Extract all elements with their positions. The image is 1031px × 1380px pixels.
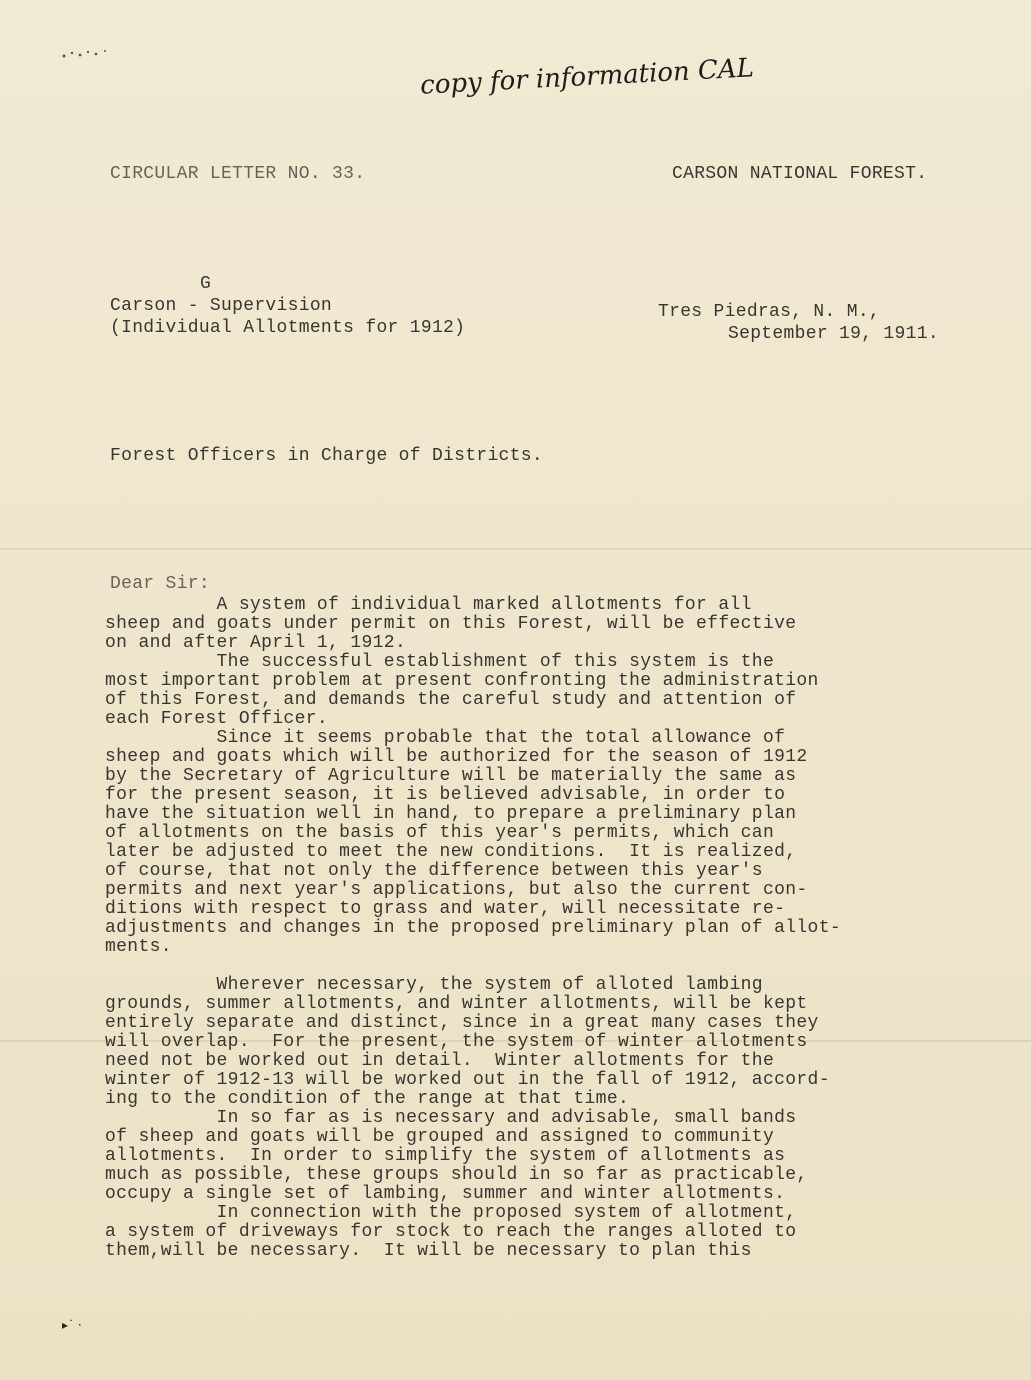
body-line: grounds, summer allotments, and winter allotments, will be kept xyxy=(105,994,808,1014)
circular-letter-number: CIRCULAR LETTER NO. 33. xyxy=(110,164,366,184)
body-line: sheep and goats under permit on this Forest, will be effective xyxy=(105,614,797,634)
forest-name: CARSON NATIONAL FOREST. xyxy=(672,164,928,184)
addressee: Forest Officers in Charge of Districts. xyxy=(110,446,543,466)
body-line: have the situation well in hand, to prepare a preliminary plan xyxy=(105,804,797,824)
paper-fold-line xyxy=(0,548,1031,550)
body-line: most important problem at present confronting the administration xyxy=(105,671,819,691)
body-line: each Forest Officer. xyxy=(105,709,329,729)
body-line: for the present season, it is believed advisable, in order to xyxy=(105,785,786,805)
paragraph-gap xyxy=(105,957,975,976)
body-line: Wherever necessary, the system of alloted lambing xyxy=(105,975,763,995)
body-line: The successful establishment of this system is the xyxy=(105,652,775,672)
body-line: In connection with the proposed system of allotment, xyxy=(105,1203,797,1223)
body-line: Since it seems probable that the total allowance of xyxy=(105,728,786,748)
body-line: need not be worked out in detail. Winter allotments for the xyxy=(105,1051,775,1071)
body-line: A system of individual marked allotments for all xyxy=(105,595,752,615)
body-line: by the Secretary of Agriculture will be materially the same as xyxy=(105,766,797,786)
place-line: Tres Piedras, N. M., xyxy=(658,302,881,322)
body-line: In so far as is necessary and advisable, small bands xyxy=(105,1108,797,1128)
body-line: of sheep and goats will be grouped and assigned to community xyxy=(105,1127,775,1147)
ink-specks xyxy=(58,42,118,66)
body-line: of course, that not only the difference between this year's xyxy=(105,861,763,881)
body-line: entirely separate and distinct, since in a great many cases they xyxy=(105,1013,819,1033)
body-line: much as possible, these groups should in so far as practicable, xyxy=(105,1165,808,1185)
margin-mark: ▸˙ · xyxy=(62,1318,82,1332)
body-line: allotments. In order to simplify the system of allotments as xyxy=(105,1146,786,1166)
letter-body xyxy=(105,596,975,1261)
body-line: permits and next year's applications, but also the current con- xyxy=(105,880,808,900)
body-line: ing to the condition of the range at that time. xyxy=(105,1089,630,1109)
body-line: ments. xyxy=(105,937,172,957)
body-line: a system of driveways for stock to reach the ranges alloted to xyxy=(105,1222,797,1242)
body-line: occupy a single set of lambing, summer and winter allotments. xyxy=(105,1184,786,1204)
body-line: will overlap. For the present, the system of winter allotments xyxy=(105,1032,808,1052)
body-line: adjustments and changes in the proposed preliminary plan of allot- xyxy=(105,918,842,938)
body-line: sheep and goats which will be authorized for the season of 1912 xyxy=(105,747,808,767)
date-line: September 19, 1911. xyxy=(728,324,939,344)
body-line: later be adjusted to meet the new conditions. It is realized, xyxy=(105,842,797,862)
body-line: winter of 1912-13 will be worked out in the fall of 1912, accord- xyxy=(105,1070,830,1090)
body-line: them,will be necessary. It will be necessary to plan this xyxy=(105,1241,752,1261)
subject-line: Carson - Supervision xyxy=(110,296,333,316)
topic-line: (Individual Allotments for 1912) xyxy=(110,318,466,338)
body-line: of allotments on the basis of this year's permits, which can xyxy=(105,823,775,843)
salutation: Dear Sir: xyxy=(110,574,210,594)
reference-code: G xyxy=(200,274,212,294)
body-line: of this Forest, and demands the careful study and attention of xyxy=(105,690,797,710)
handwritten-annotation: copy for information CAL xyxy=(419,53,755,101)
body-line: on and after April 1, 1912. xyxy=(105,633,407,653)
body-line: ditions with respect to grass and water, will necessitate re- xyxy=(105,899,786,919)
